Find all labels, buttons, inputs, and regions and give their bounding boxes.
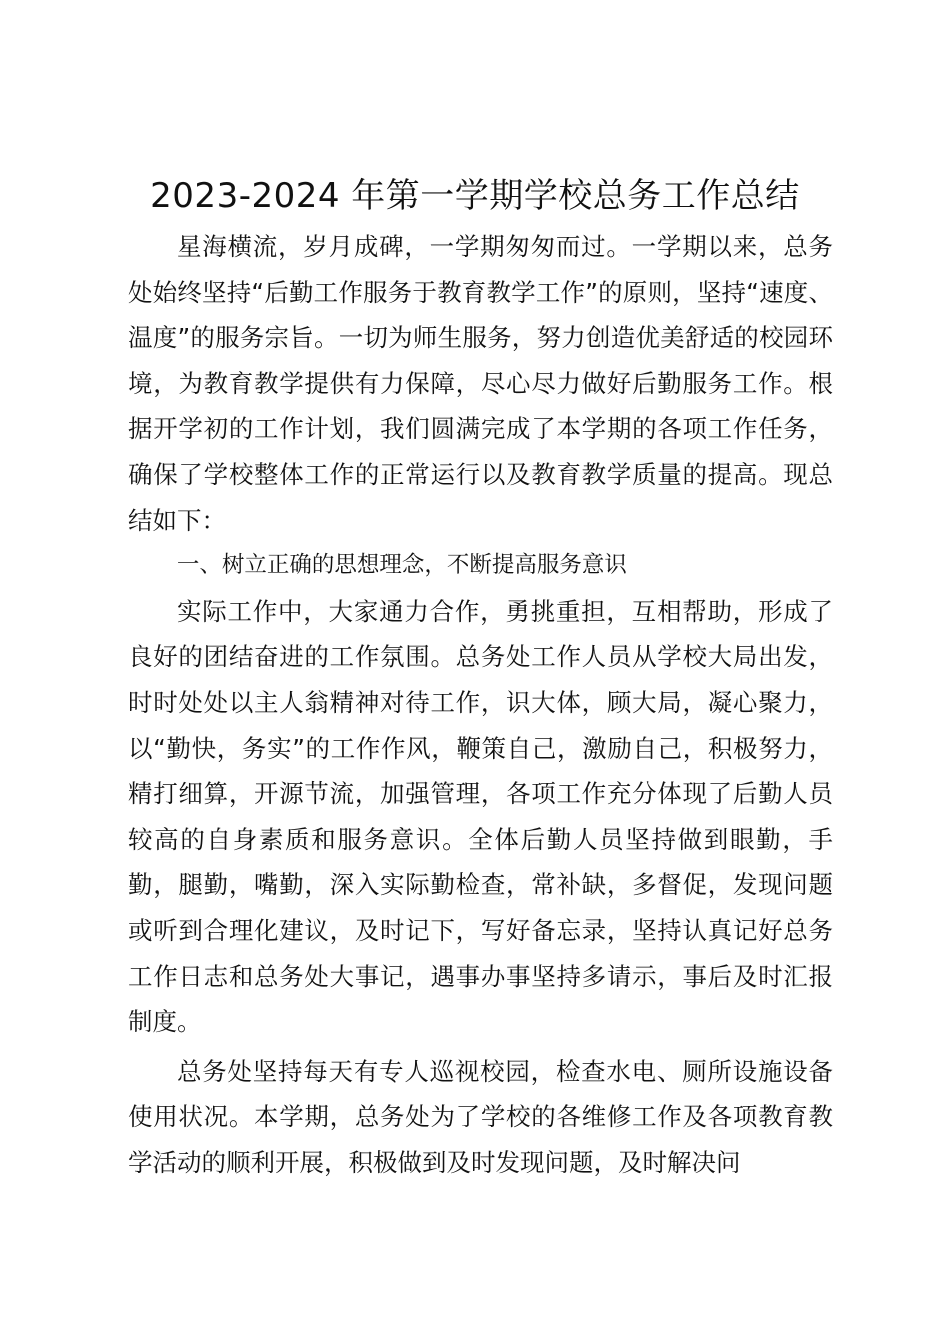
intro-paragraph: 星海横流，岁月成碑，一学期匆匆而过。一学期以来，总务处始终坚持“后勤工作服务于教育教学工作”的原则，坚持“速度、温度”的服务宗旨。一切为师生服务，努力创造优美舒适的校园环境，为教育教学提供有力保障，尽心尽力做好后勤服务工作。根据开学初的工作计划，我们圆满完成了本学期的各项工作任务，确保了学校整体工作的正常运行以及教育教学质量的提高。现总结如下： bbox=[128, 232, 833, 535]
document-body bbox=[128, 224, 833, 1185]
section-heading-1: 一、树立正确的思想理念，不断提高服务意识 bbox=[176, 552, 627, 579]
section-1-paragraph-2: 总务处坚持每天有专人巡视校园，检查水电、厕所设施设备使用状况。本学期，总务处为了学校的各维修工作及各项教育教学活动的顺利开展，积极做到及时发现问题，及时解决问 bbox=[128, 1056, 833, 1177]
document-title: 2023-2024 年第一学期学校总务工作总结 bbox=[150, 176, 800, 216]
section-1-paragraph-1: 实际工作中，大家通力合作，勇挑重担，互相帮助，形成了良好的团结奋进的工作氛围。总务处工作人员从学校大局出发，时时处处以主人翁精神对待工作，识大体，顾大局，凝心聚力，以“勤快，务实”的工作作风，鞭策自己，激励自己，积极努力，精打细算，开源节流，加强管理，各项工作充分体现了后勤人员较高的自身素质和服务意识。全体后勤人员坚持做到眼勤，手勤，腿勤，嘴勤，深入实际勤检查，常补缺，多督促，发现问题或听到合理化建议，及时记下，写好备忘录，坚持认真记好总务工作日志和总务处大事记，遇事办事坚持多请示，事后及时汇报制度。 bbox=[128, 596, 833, 1037]
